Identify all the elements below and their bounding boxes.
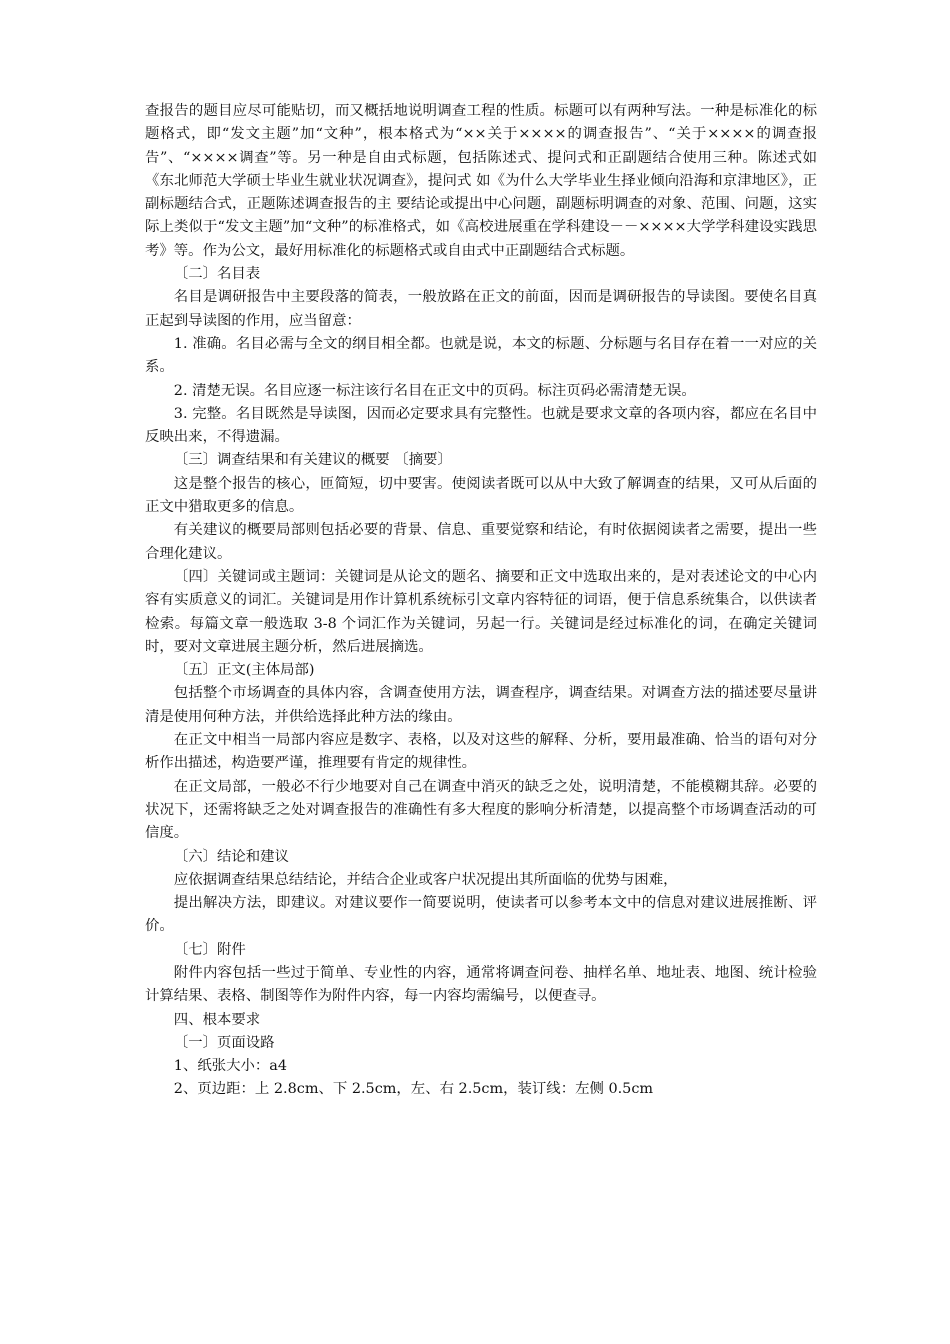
paragraph-7: 〔三〕调查结果和有关建议的概要 〔摘要〕 xyxy=(173,452,452,469)
paragraph-22: 1、纸张大小：a4 xyxy=(173,1058,288,1075)
paragraph-18: 〔七〕附件 xyxy=(173,941,246,958)
paragraph-12: 包括整个市场调查的具体内容，含调查使用方法，调查程序，调查结果。对调查方法的描述要尽量讲清是使用何种方法，并供给选择此种方法的缘由。 xyxy=(145,685,817,725)
paragraph-9: 有关建议的概要局部则包括必要的背景、信息、重要觉察和结论，有时依据阅读者之需要，提出一些合理化建议。 xyxy=(145,522,817,562)
paragraph-10: 〔四〕关键词或主题词：关键词是从论文的题名、摘要和正文中选取出来的，是对表述论文的中心内容有实质意义的词汇。关键词是用作计算机系统标引文章内容特征的词语，便于信息系统集合，以供读者检索。每篇文章一般选取 3-8 个词汇作为关键词，另起一行。关键词是经过标准化的词，在确定关键词时，要对文章进展主题分析，然后进展摘选。 xyxy=(145,568,817,655)
paragraph-21: 〔一〕页面设路 xyxy=(173,1034,275,1051)
paragraph-23: 2、页边距：上 2.8cm、下 2.5cm，左、右 2.5cm，装订线：左侧 0.5cm xyxy=(173,1081,654,1098)
paragraph-6: 3. 完整。名目既然是导读图，因而必定要求具有完整性。也就是要求文章的各项内容，都应在名目中反映出来，不得遗漏。 xyxy=(145,405,817,446)
paragraph-4: 1. 准确。名目必需与全文的纲目相全都。也就是说，本文的标题、分标题与名目存在着一一对应的关系。 xyxy=(145,335,817,376)
paragraph-13: 在正文中相当一局部内容应是数字、表格，以及对这些的解释、分析，要用最准确、恰当的语句对分析作出描述，构造要严谨，推理要有肯定的规律性。 xyxy=(145,732,817,772)
paragraph-17: 提出解决方法，即建议。对建议要作一简要说明，使读者可以参考本文中的信息对建议进展推断、评价。 xyxy=(145,895,817,935)
paragraph-15: 〔六〕结论和建议 xyxy=(173,848,289,865)
paragraph-8: 这是整个报告的核心，匝简短，切中要害。使阅读者既可以从中大致了解调查的结果，又可从后面的正文中猎取更多的信息。 xyxy=(145,475,817,516)
document-page xyxy=(145,100,817,1102)
paragraph-11: 〔五〕正文(主体局部) xyxy=(173,662,315,679)
paragraph-20: 四、根本要求 xyxy=(173,1011,261,1028)
paragraph-19: 附件内容包括一些过于简单、专业性的内容，通常将调查问卷、抽样名单、地址表、地图、统计检验计算结果、表格、制图等作为附件内容，每一内容均需编号，以便查寻。 xyxy=(145,964,817,1005)
paragraph-2: 〔二〕名目表 xyxy=(173,266,261,283)
paragraph-5: 2. 清楚无误。名目应逐一标注该行名目在正文中的页码。标注页码必需清楚无误。 xyxy=(173,382,696,399)
paragraph-16: 应依据调查结果总结结论，并结合企业或客户状况提出其所面临的优势与困难， xyxy=(173,871,678,888)
paragraph-1: 查报告的题目应尽可能贴切，而又概括地说明调查工程的性质。标题可以有两种写法。一种是标准化的标题格式，即“发文主题”加“文种”，根本格式为“××关于××××的调查报告”、“关于××××的调查报告”、“××××调查”等。另一种是自由式标题，包括陈述式、提问式和正副题结合使用三种。陈述式如《东北师范大学硕士毕业生就业状况调查》，提问式 如《为什么大学毕业生择业倾向沿海和京津地区》，正副标题结合式，正题陈述调查报告的主 要结论或提出中心问题，副题标明调查的对象、范围、问题，这实际上类似于“发文主题”加“文种”的标准格式，如《高校进展重在学科建设－－××××大学学科建设实践思考》等。作为公文，最好用标准化的标题格式或自由式中正副题结合式标题。 xyxy=(145,103,817,259)
paragraph-3: 名目是调研报告中主要段落的简表，一般放路在正文的前面，因而是调研报告的导读图。要使名目真正起到导读图的作用，应当留意： xyxy=(145,289,817,329)
paragraph-14: 在正文局部，一般必不行少地要对自己在调查中消灭的缺乏之处，说明清楚，不能模糊其辞。必要的状况下，还需将缺乏之处对调查报告的准确性有多大程度的影响分析清楚，以提高整个市场调查活动的可信度。 xyxy=(145,778,817,842)
